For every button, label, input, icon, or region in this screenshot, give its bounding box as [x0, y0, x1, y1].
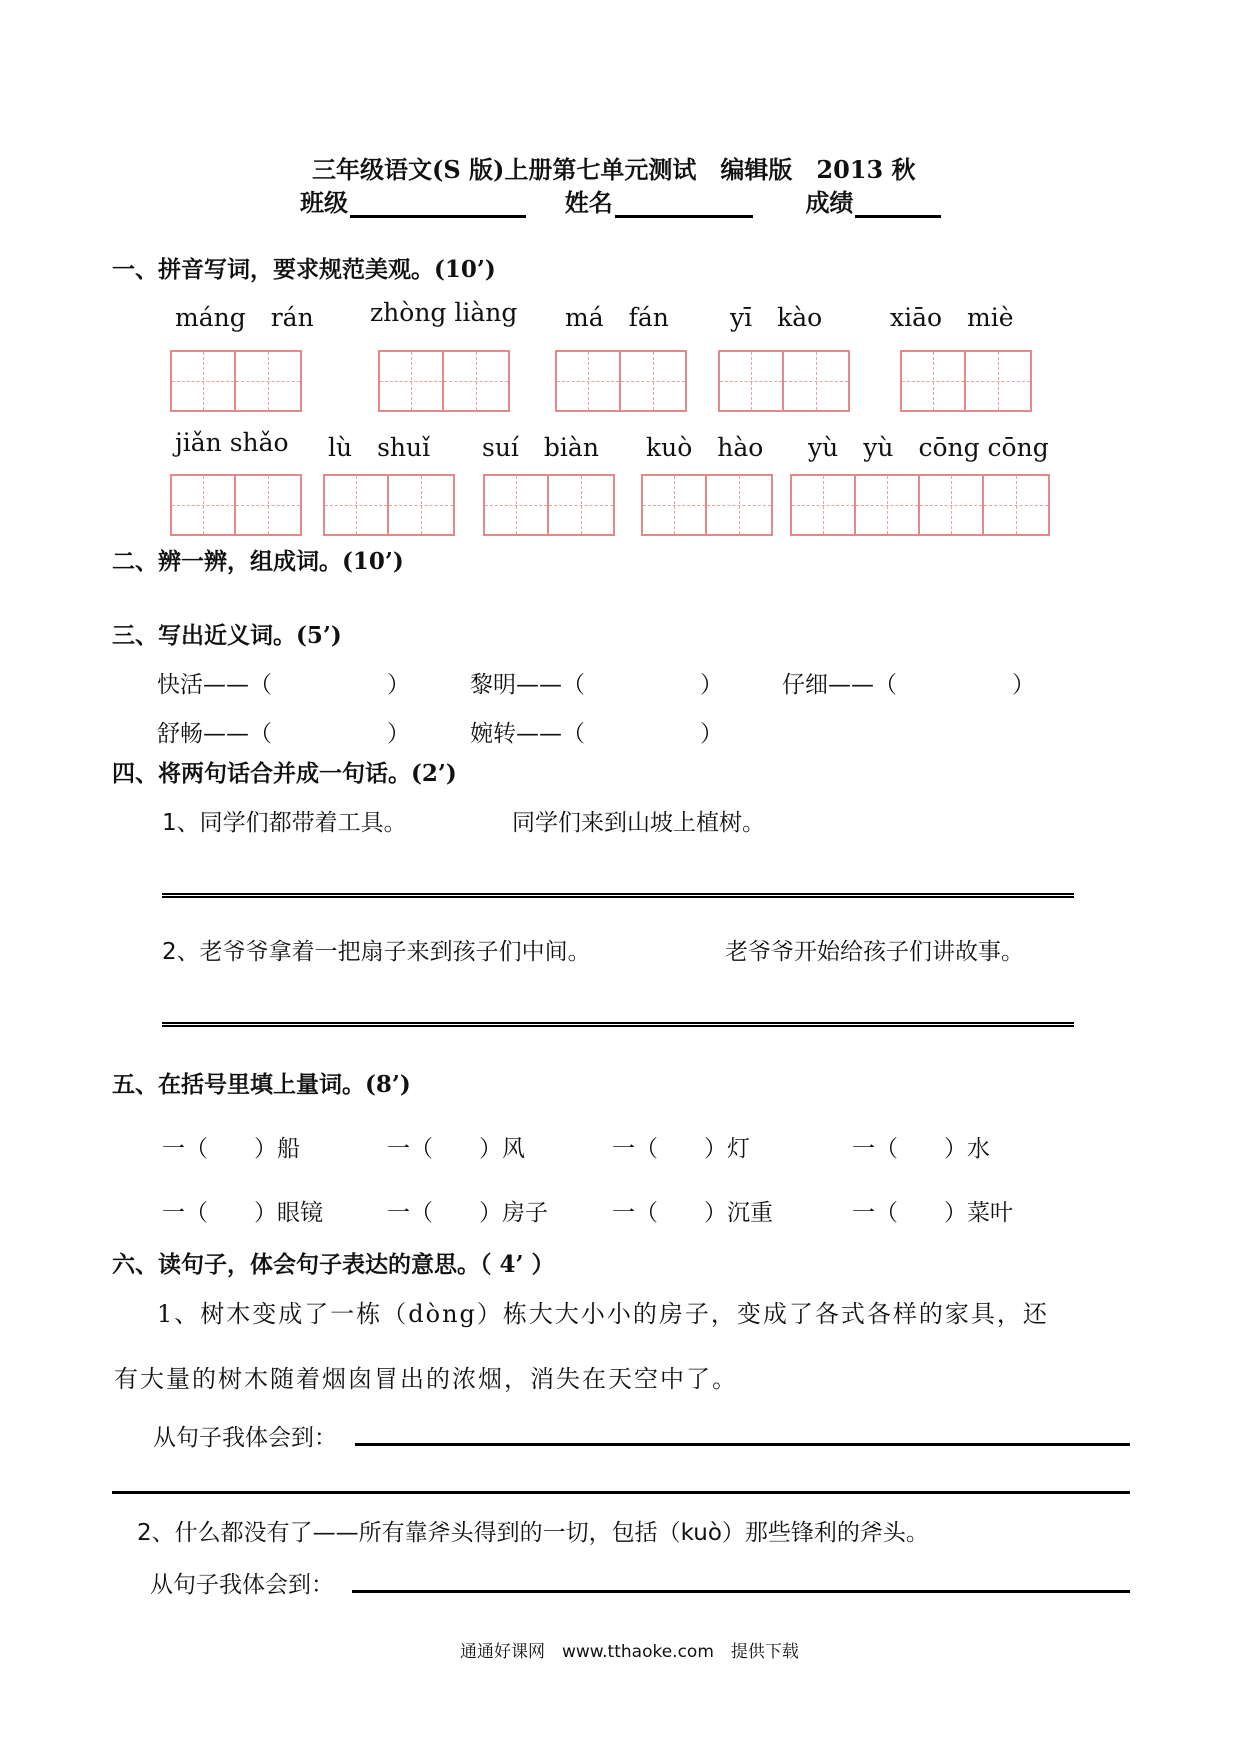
score-field[interactable]: [855, 191, 941, 218]
synonym-item: 仔细——（ ）: [782, 672, 1035, 698]
sentence-1b: 同学们来到山坡上植树。: [512, 810, 765, 836]
section4-heading: 四、将两句话合并成一句话。(2’): [112, 760, 457, 787]
footer-text: 通通好课网 www.tthaoke.com 提供下载: [460, 1642, 799, 1662]
answer-line[interactable]: [352, 1590, 1130, 1593]
pinyin-4: yī kào: [730, 303, 823, 332]
writing-grid[interactable]: [378, 350, 510, 412]
answer-line[interactable]: [112, 1491, 1130, 1494]
class-label: 班级: [300, 188, 348, 217]
passage-1-line2: 有大量的树木随着烟囱冒出的浓烟，消失在天空中了。: [114, 1365, 738, 1393]
page-title: 三年级语文(S 版)上册第七单元测试 编辑版 2013 秋: [312, 155, 916, 184]
name-field[interactable]: [615, 191, 753, 218]
writing-grid[interactable]: [170, 350, 302, 412]
writing-grid[interactable]: [555, 350, 687, 412]
synonym-item: 快活——（ ）: [157, 672, 410, 698]
measure-word-item: 一（ ）眼镜: [162, 1200, 323, 1226]
section5-heading: 五、在括号里填上量词。(8’): [112, 1071, 411, 1098]
section1-heading: 一、拼音写词，要求规范美观。(10’): [112, 256, 496, 283]
section6-heading: 六、读句子，体会句子表达的意思。（ 4’ ）: [112, 1251, 555, 1278]
writing-grid[interactable]: [170, 474, 302, 536]
pinyin-7: lù shuǐ: [328, 433, 431, 462]
pinyin-6: jiǎn shǎo: [175, 428, 289, 457]
measure-word-item: 一（ ）水: [852, 1136, 990, 1162]
section3-heading: 三、写出近义词。(5’): [112, 622, 342, 649]
writing-grid[interactable]: [323, 474, 455, 536]
sentence-2b: 老爷爷开始给孩子们讲故事。: [725, 939, 1024, 965]
pinyin-9: kuò hào: [646, 433, 764, 462]
student-info-row: [300, 183, 941, 218]
pinyin-5: xiāo miè: [890, 303, 1014, 332]
pinyin-10: yù yù cōng cōng: [808, 433, 1049, 462]
writing-grid[interactable]: [718, 350, 850, 412]
section2-heading: 二、辨一辨，组成词。(10’): [112, 548, 404, 575]
measure-word-item: 一（ ）船: [162, 1136, 300, 1162]
writing-grid[interactable]: [900, 350, 1032, 412]
name-label: 姓名: [564, 188, 613, 217]
answer-line[interactable]: [355, 1443, 1130, 1446]
reflection-prompt: 从句子我体会到：: [153, 1425, 337, 1451]
writing-grid[interactable]: [483, 474, 615, 536]
measure-word-item: 一（ ）沉重: [612, 1200, 773, 1226]
synonym-item: 婉转——（ ）: [470, 721, 723, 747]
writing-grid[interactable]: [641, 474, 773, 536]
measure-word-item: 一（ ）房子: [387, 1200, 548, 1226]
passage-1-line1: 1、树木变成了一栋（dòng）栋大大小小的房子，变成了各式各样的家具，还: [157, 1300, 1049, 1328]
measure-word-item: 一（ ）风: [387, 1136, 525, 1162]
sentence-2a: 2、老爷爷拿着一把扇子来到孩子们中间。: [162, 939, 591, 965]
passage-2: 2、什么都没有了——所有靠斧头得到的一切，包括（kuò）那些锋利的斧头。: [137, 1520, 929, 1546]
sentence-1a: 1、同学们都带着工具。: [162, 810, 407, 836]
pinyin-1: máng rán: [175, 303, 314, 332]
pinyin-2: zhòng liàng: [370, 298, 518, 327]
answer-line[interactable]: [162, 893, 1074, 898]
synonym-item: 舒畅——（ ）: [157, 721, 410, 747]
pinyin-3: má fán: [565, 303, 669, 332]
synonym-item: 黎明——（ ）: [470, 672, 723, 698]
answer-line[interactable]: [162, 1022, 1074, 1027]
pinyin-8: suí biàn: [482, 433, 599, 462]
score-label: 成绩: [805, 188, 854, 217]
reflection-prompt: 从句子我体会到：: [150, 1572, 334, 1598]
measure-word-item: 一（ ）菜叶: [852, 1200, 1013, 1226]
measure-word-item: 一（ ）灯: [612, 1136, 750, 1162]
class-field[interactable]: [350, 191, 526, 218]
writing-grid[interactable]: [790, 474, 1050, 536]
